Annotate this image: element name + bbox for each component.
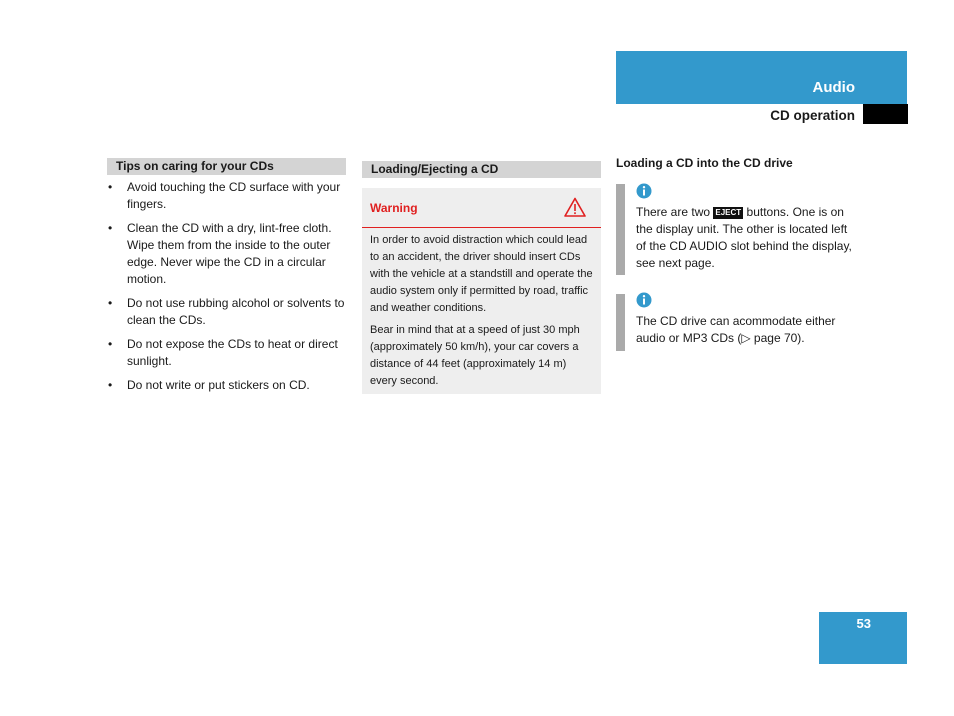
info-note-eject: There are two EJECT buttons. One is on the display unit. The other is located left of the CD AUDIO slot behind the display, see next page. [636, 205, 852, 270]
warning-paragraph: In order to avoid distraction which could lead to an accident, the driver should insert CDs with the vehicle at a standstill and operate the audio system only if permitted by road, traffic and weather conditions. [370, 234, 593, 314]
tips-heading: Tips on caring for your CDs [107, 158, 346, 175]
section-tab [616, 51, 907, 104]
loading-cd-heading: Loading a CD into the CD drive [616, 156, 793, 170]
info-icon [636, 292, 652, 308]
list-item: • Do not write or put stickers on CD. [108, 378, 310, 392]
page-number: 53 [856, 616, 871, 631]
list-item: • Clean the CD with a dry, lint-free cloth. Wipe them from the inside to the outer edge. Never wipe the CD in a circular motion. [108, 221, 332, 286]
list-item: • Avoid touching the CD surface with your fingers. [108, 180, 341, 211]
warning-triangle-icon [564, 197, 586, 217]
info-note-mp3: The CD drive can acommodate either audio or MP3 CDs (▷ page 70). [636, 314, 836, 345]
warning-divider [362, 227, 601, 228]
section-title: Audio [812, 79, 855, 96]
subsection-title: CD operation [770, 108, 855, 123]
info-bar [616, 184, 625, 275]
tips-list [108, 179, 348, 401]
list-item: • Do not use rubbing alcohol or solvents to clean the CDs. [108, 296, 345, 327]
warning-label: Warning [370, 201, 418, 215]
info-bar [616, 294, 625, 351]
info-icon [636, 183, 652, 199]
warning-paragraph: Bear in mind that at a speed of just 30 mph (approximately 50 km/h), your car covers a distance of 44 feet (approximately 14 m) every second. [370, 324, 580, 387]
eject-key-icon: EJECT [715, 208, 742, 217]
list-item: • Do not expose the CDs to heat or direct sunlight. [108, 337, 338, 368]
loading-ejecting-heading: Loading/Ejecting a CD [362, 161, 601, 178]
subsection-marker [863, 104, 908, 124]
